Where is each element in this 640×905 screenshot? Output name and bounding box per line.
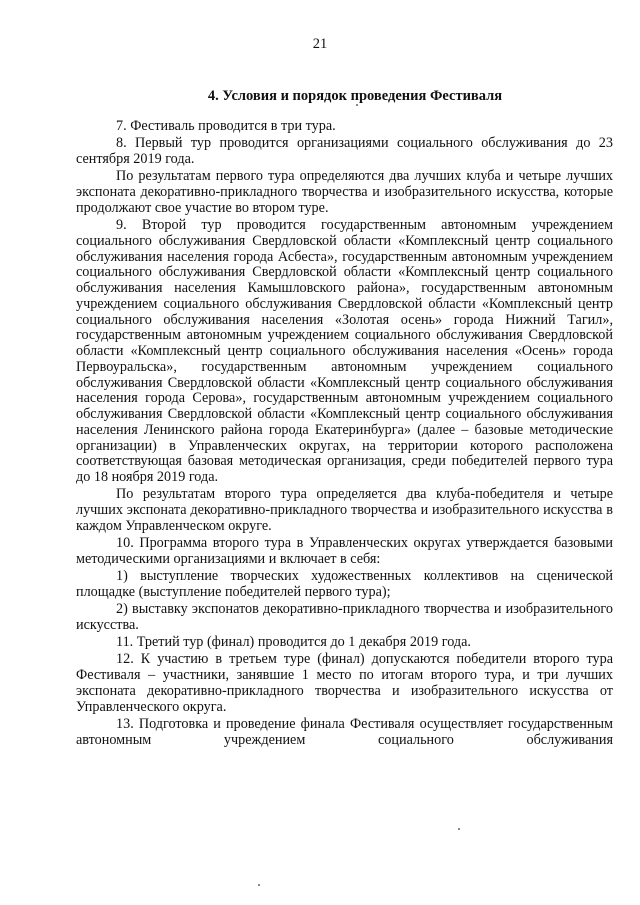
section-heading: 4. Условия и порядок проведения Фестиваля [207,88,503,104]
list-item-1: 1) выступление творческих художественных коллективов на сценической площадке (выступление победителей первого тура); [76,568,613,600]
scan-speck [258,884,260,886]
paragraph-9: 9. Второй тур проводится государственным автономным учреждением социального обслуживания Свердловской области «Комплексный центр социального обслуживания населения города Асбеста», государственным автономным учреждением социального обслуживания Свердловской области «Комплексный центр социального обслуживания населения Камышловского района», государственным автономным учреждением социального обслуживания Свердловской области «Комплексный центр социального обслуживания населения «Золотая осень» города Нижний Тагил», государственным автономным учреждением социального обслуживания Свердловской области «Комплексный центр социального обслуживания населения «Осень» города Первоуральска», государственным автономным учреждением социального обслуживания Свердловской области «Комплексный центр социального обслуживания населения города Серова», государственным автономным учреждением социального обслуживания Свердловской области «Комплексный центр социального обслуживания населения Ленинского района города Екатеринбурга» (далее – базовые методические организации) в Управленческих округах, на территории которого расположена соответствующая базовая методическая организация, среди победителей первого тура до 18 ноября 2019 года. [76,217,613,485]
paragraph-first-tour-results: По результатам первого тура определяются два лучших клуба и четыре лучших экспоната декоративно-прикладного творчества и изобразительного искусства, которые продолжают свое участие во втором туре. [76,168,613,216]
paragraph-13: 13. Подготовка и проведение финала Фестиваля осуществляет государственным автономным учреждением социального обслуживания [76,715,613,748]
scan-speck [458,828,460,830]
paragraph-11: 11. Третий тур (финал) проводится до 1 декабря 2019 года. [116,634,471,650]
list-item-2: 2) выставку экспонатов декоративно-прикладного творчества и изобразительного искусства. [76,601,613,633]
document-body [76,119,613,750]
paragraph-second-tour-results: По результатам второго тура определяется два клуба-победителя и четыре лучших экспоната декоративно-прикладного творчества и изобразительного искусства в каждом Управленческом округе. [76,486,613,534]
paragraph-12: 12. К участию в третьем туре (финал) допускаются победители второго тура Фестиваля – участники, занявшие 1 место по итогам второго тура, и три лучших экспоната декоративно-прикладного творчества и изобразительного искусства от Управленческого округа. [76,651,613,715]
page-number: 21 [312,36,328,52]
paragraph-10: 10. Программа второго тура в Управленческих округах утверждается базовыми методическими организациями и включает в себя: [76,535,613,567]
paragraph-8: 8. Первый тур проводится организациями социального обслуживания до 23 сентября 2019 года. [76,135,613,167]
paragraph-7: 7. Фестиваль проводится в три тура. [116,118,336,134]
scan-speck [356,104,358,106]
